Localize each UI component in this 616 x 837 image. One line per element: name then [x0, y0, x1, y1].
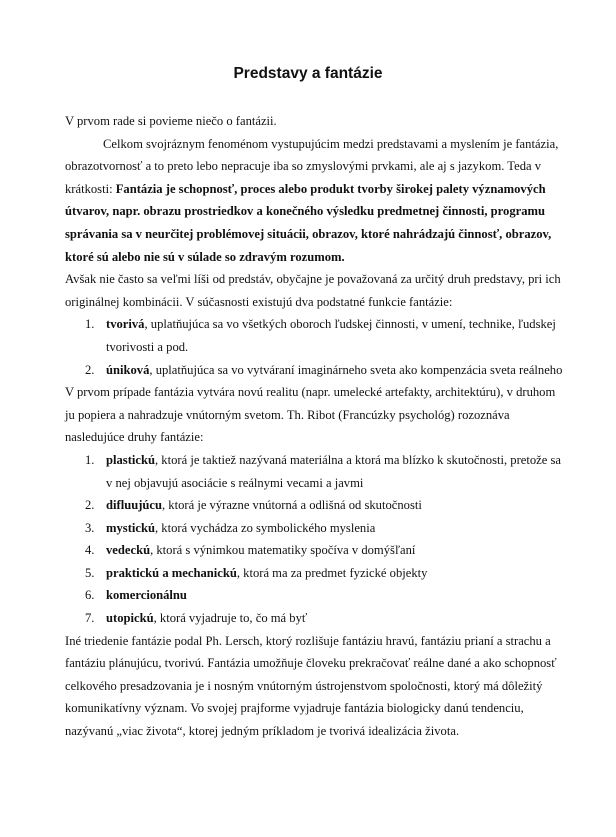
- list-number: 2.: [85, 498, 95, 513]
- list-number: 1.: [85, 317, 95, 332]
- list-number: 6.: [85, 588, 95, 603]
- intro-paragraph: V prvom rade si povieme niečo o fantázii.: [65, 114, 277, 128]
- types-paragraph: V prvom prípade fantázia vytvára novú realitu (napr. umelecké artefakty, architektúru), v druhom ju popiera a nahradzuje vnútorným svetom. Th. Ribot (Francúzky psychológ) rozoznáva nasledujúce druhy fantázie:: [65, 385, 556, 445]
- list-item: [65, 607, 565, 630]
- list-item: [65, 313, 565, 358]
- list-item: [65, 517, 565, 540]
- list-term: plastickú: [106, 452, 155, 467]
- list-term: tvorivá: [106, 317, 145, 332]
- list-number: 2.: [85, 362, 95, 377]
- list-text: , ktorá vyjadruje to, čo má byť: [153, 611, 308, 626]
- list-term: utopickú: [106, 611, 154, 626]
- list-text: , uplatňujúca sa vo všetkých oboroch ľudskej činnosti, v umení, technike, ľudskej tvorivosti a pod.: [106, 317, 556, 354]
- list-text: , ktorá vychádza zo symbolického myslenia: [154, 520, 376, 535]
- list-item: [65, 584, 565, 607]
- list-number: 5.: [85, 565, 95, 580]
- list-item: [65, 449, 565, 494]
- definition-bold: Fantázia je schopnosť, proces alebo produkt tvorby širokej palety významových útvarov, napr. obrazu prostriedkov a konečného výsledku predmetnej činnosti, programu správania sa v neurčitej problémovej situácii, obrazov, ktoré nahrádzajú činnosť, obrazov, ktoré sú alebo nie sú v súlade so zdravým rozumom.: [65, 181, 552, 264]
- types-list: [65, 449, 565, 630]
- functions-list: [65, 313, 565, 381]
- list-text: , uplatňujúca sa vo vytváraní imaginárneho sveta ako kompenzácia sveta reálneho: [149, 362, 563, 377]
- list-text: , ktorá s výnimkou matematiky spočíva v domýšľaní: [150, 543, 416, 558]
- list-number: 3.: [85, 520, 95, 535]
- page-title: Predstavy a fantázie: [233, 65, 383, 82]
- list-number: 7.: [85, 611, 95, 626]
- lersch-paragraph: Iné triedenie fantázie podal Ph. Lersch, ktorý rozlišuje fantáziu hravú, fantáziu prianí a strachu a fantáziu plánujúcu, tvorivú. Fantázia umožňuje človeku prekračovať reálne dané a ako schopnosť celkového presadzovania je i nosným vnútorným ústrojenstvom spoločnosti, ktorý má dôležitý komunikatívny význam. Vo svojej prajforme vyjadruje fantázia biologicky danú tendenciu, nazývanú „viac života“, ktorej jedným príkladom je tvorivá idealizácia života.: [65, 633, 557, 739]
- list-number: 4.: [85, 543, 95, 558]
- list-item: [65, 494, 565, 517]
- list-term: difluujúcu: [106, 498, 162, 513]
- list-number: 1.: [85, 452, 95, 467]
- list-text: , ktorá je taktiež nazývaná materiálna a ktorá ma blízko k skutočnosti, pretože sa v nej objavujú asociácie s reálnymi vecami a javmi: [106, 452, 561, 490]
- list-term: praktickú a mechanickú: [106, 565, 237, 580]
- list-term: vedeckú: [106, 543, 151, 558]
- list-text: , ktorá ma za predmet fyzické objekty: [236, 565, 428, 580]
- list-item: [65, 359, 565, 382]
- list-term: mystickú: [106, 520, 155, 535]
- list-term: komercionálnu: [106, 588, 187, 603]
- document-body: [65, 110, 565, 743]
- list-item: [65, 562, 565, 585]
- list-text: , ktorá je výrazne vnútorná a odlišná od skutočnosti: [162, 498, 422, 513]
- list-item: [65, 539, 565, 562]
- list-term: úniková: [106, 362, 150, 377]
- definition-paragraph: [65, 133, 565, 269]
- definition-text: Celkom svojráznym fenoménom vystupujúcim medzi predstavami a myslením je fantázia, obrazotvornosť a to preto lebo nepracuje iba so zmyslovými prvkami, ale aj s jazykom. Teda v krátkosti:: [65, 136, 559, 196]
- functions-paragraph: Avšak nie často sa veľmi líši od predstáv, obyčajne je považovaná za určitý druh predstavy, pri ich originálnej kombinácii. V súčasnosti existujú dva podstatné funkcie fantázie:: [65, 272, 561, 309]
